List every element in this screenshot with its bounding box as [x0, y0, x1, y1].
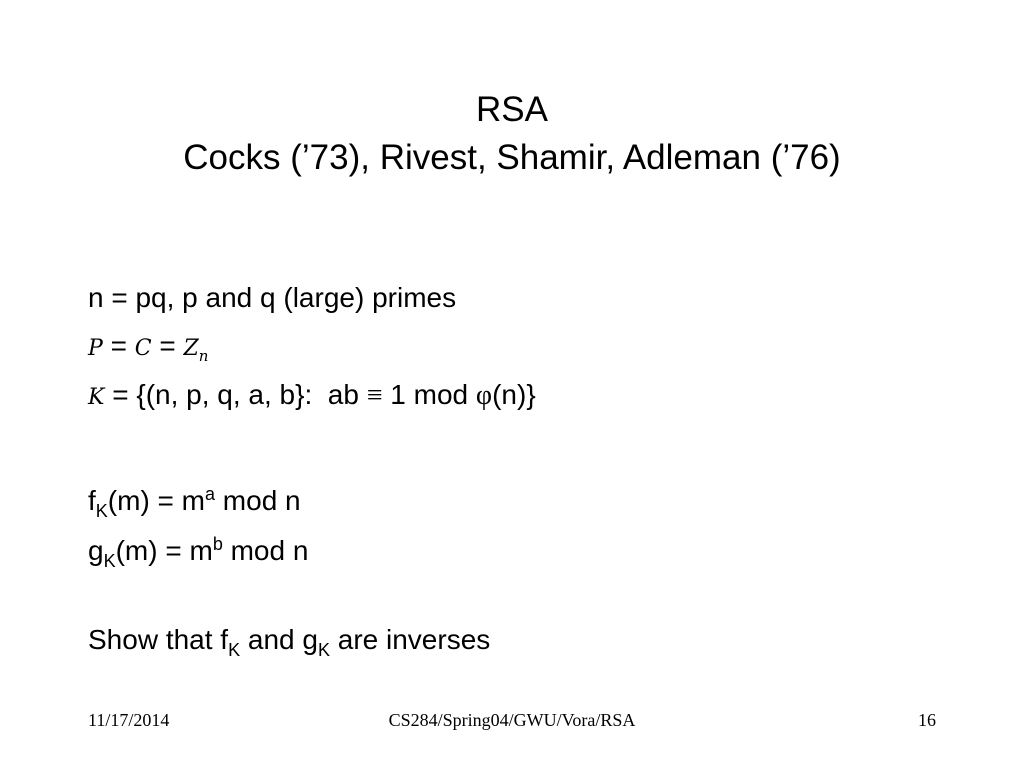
equals-sign: =	[151, 330, 184, 361]
decrypt-function-name: g	[88, 535, 104, 566]
encrypt-exponent: a	[205, 484, 216, 504]
keyspace-text-2: 1 mod	[382, 379, 476, 410]
footer-date: 11/17/2014	[88, 710, 170, 730]
integer-ring-subscript: n	[198, 347, 209, 365]
body-line-modulus: n = pq, p and q (large) primes	[88, 282, 457, 313]
exercise-subscript-2: K	[317, 640, 330, 660]
footer-page-number: 16	[918, 710, 936, 730]
body-line-spaces	[88, 328, 208, 374]
decrypt-mod-text: mod n	[222, 535, 309, 566]
keyspace-text-1: = {(n, p, q, a, b}: ab	[104, 379, 367, 410]
equals-sign: =	[102, 330, 135, 361]
encrypt-mod-text: mod n	[215, 485, 301, 516]
body-line-encryption	[88, 476, 301, 529]
exercise-text-3: are inverses	[329, 624, 491, 655]
body-line-decryption	[88, 526, 308, 579]
encrypt-function-subscript: K	[95, 501, 108, 521]
integer-ring-symbol: Z	[183, 336, 199, 361]
exercise-subscript-1: K	[228, 640, 241, 660]
title-line-2: Cocks (’73), Rivest, Shamir, Adleman (’76)	[183, 138, 841, 177]
phi-symbol: φ	[475, 380, 493, 411]
encrypt-function-name: f	[88, 485, 96, 516]
exercise-text-2: and g	[240, 624, 318, 655]
decrypt-function-subscript: K	[103, 551, 116, 571]
decrypt-function-text: (m) = m	[115, 535, 213, 566]
body-line-keyspace	[88, 377, 536, 416]
ciphertext-space-symbol: C	[134, 336, 152, 361]
encrypt-function-text: (m) = m	[107, 485, 206, 516]
equivalence-symbol: ≡	[366, 380, 383, 411]
keyspace-text-3: (n)}	[492, 379, 536, 410]
plaintext-space-symbol: P	[88, 336, 103, 361]
keyspace-symbol: K	[88, 385, 105, 410]
title-line-1: RSA	[476, 90, 548, 129]
footer-course-label: CS284/Spring04/GWU/Vora/RSA	[388, 710, 636, 730]
exercise-text-1: Show that f	[88, 624, 229, 655]
body-line-exercise	[88, 622, 490, 668]
decrypt-exponent: b	[212, 534, 223, 554]
